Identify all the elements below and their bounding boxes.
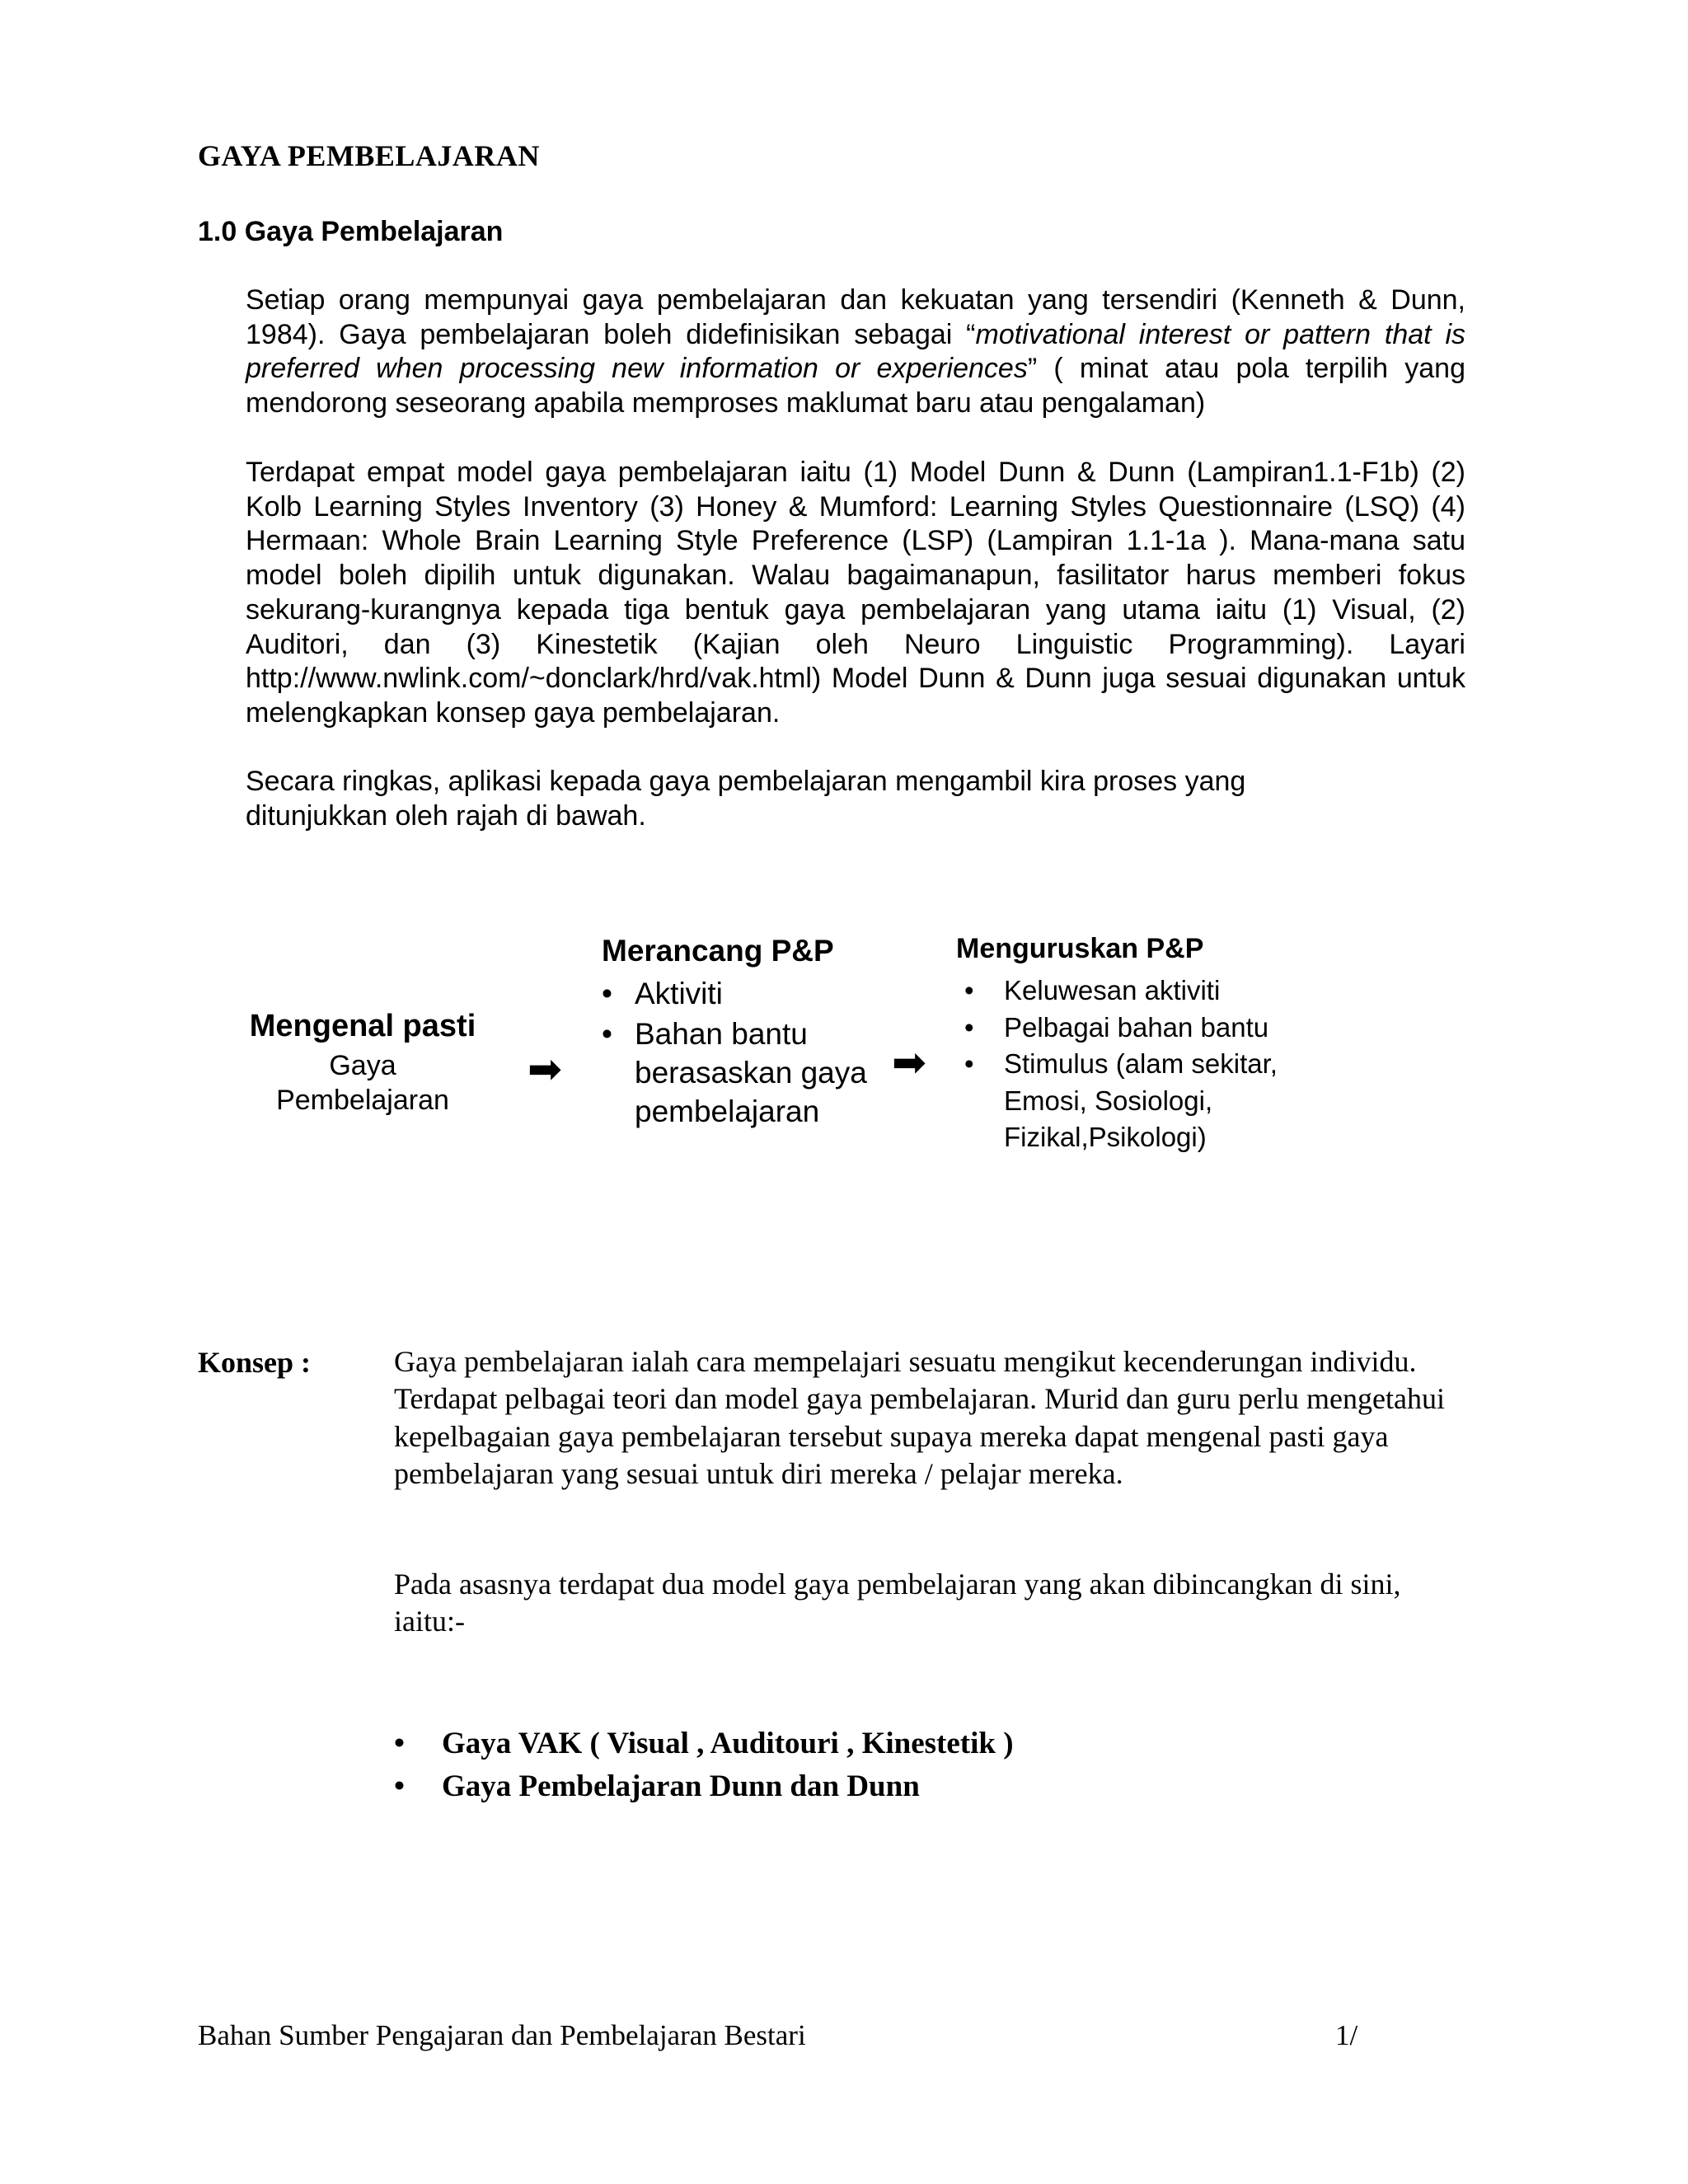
- bullet-icon: •: [394, 1727, 405, 1760]
- step-plan-list: [602, 974, 874, 1131]
- section-heading: 1.0 Gaya Pembelajaran: [198, 216, 504, 247]
- step-manage-item-text: Keluwesan aktiviti: [1004, 975, 1221, 1005]
- models-list: [394, 1722, 1014, 1808]
- list-item: [602, 1015, 874, 1131]
- diagram-step-plan: [602, 933, 874, 1132]
- list-item: [956, 1046, 1302, 1156]
- footer-page-number: 1/: [1335, 2019, 1358, 2051]
- intro-paragraph: [246, 284, 1465, 421]
- konsep-paragraph: Gaya pembelajaran ialah cara mempelajari sesuatu mengikut kecenderungan individu. Terdapat pelbagai teori dan model gaya pembelajaran. Murid dan guru perlu mengetahui kepelbagaian gaya pembelajaran tersebut supaya mereka dapat mengenal pasti gaya pembelajaran yang sesuai untuk diri mereka / pelajar mereka.: [394, 1345, 1445, 1491]
- list-item: [602, 974, 874, 1013]
- list-item: [956, 972, 1302, 1010]
- models-paragraph: Terdapat empat model gaya pembelajaran iaitu (1) Model Dunn & Dunn (Lampiran1.1-F1b) (2) Kolb Learning Styles Inventory (3) Honey & Mumford: Learning Styles Questionnaire (LSQ) (4) Hermaan: Whole Brain Learning Style Preference (LSP) (Lampiran 1.1-1a ). Mana-mana satu model boleh dipilih untuk digunakan. Walau bagaimanapun, fasilitator harus memberi fokus sekurang-kurangnya kepada tiga bentuk gaya pembelajaran yang utama iaitu (1) Visual, (2) Auditori, dan (3) Kinestetik (Kajian oleh Neuro Linguistic Programming). Layari http://www.nwlink.com/~donclark/hrd/vak.html) Model Dunn & Dunn juga sesuai digunakan untuk melengkapkan konsep gaya pembelajaran.: [246, 457, 1465, 729]
- footer-source: Bahan Sumber Pengajaran dan Pembelajaran Bestari: [198, 2019, 806, 2051]
- diagram-step-identify: [223, 1007, 503, 1118]
- list-item: [394, 1765, 1014, 1808]
- konsep-label: Konsep :: [198, 1346, 312, 1379]
- arrow-right-icon: ➡: [892, 1039, 926, 1085]
- step-manage-item-text: Pelbagai bahan bantu: [1004, 1011, 1269, 1043]
- list-item: [956, 1010, 1302, 1047]
- step-plan-item-text: Bahan bantu berasaskan gaya pembelajaran: [635, 1017, 867, 1128]
- arrow-right-icon: ➡: [528, 1046, 562, 1092]
- bullet-icon: •: [964, 1011, 974, 1043]
- bullet-icon: •: [964, 1048, 974, 1079]
- step-manage-list: [956, 972, 1302, 1156]
- step-plan-item-text: Aktiviti: [635, 977, 723, 1010]
- step-identify-heading: Mengenal pasti: [249, 1009, 476, 1043]
- diagram-step-manage: [956, 931, 1302, 1156]
- bullet-icon: •: [964, 975, 974, 1005]
- summary-paragraph: [246, 765, 1465, 833]
- model-name: Gaya Pembelajaran Dunn dan Dunn: [442, 1769, 920, 1803]
- summary-line-1: Secara ringkas, aplikasi kepada gaya pembelajaran mengambil kira proses yang: [246, 766, 1246, 797]
- step-identify-sub-2: Pembelajaran: [276, 1085, 449, 1116]
- bullet-icon: •: [602, 977, 612, 1010]
- bullet-icon: •: [602, 1017, 612, 1051]
- step-plan-heading: Merancang P&P: [602, 934, 834, 968]
- intro-text-end: ” ( minat atau pola terpilih yang mendorong seseorang apabila memproses maklumat baru atau pengalaman): [246, 353, 1465, 419]
- list-item: [394, 1722, 1014, 1765]
- summary-line-2: ditunjukkan oleh rajah di bawah.: [246, 799, 646, 832]
- step-identify-subtitle: [223, 1048, 503, 1118]
- document-title: GAYA PEMBELAJARAN: [198, 139, 540, 172]
- step-manage-heading: Menguruskan P&P: [956, 933, 1204, 964]
- intro-text-start: Setiap orang mempunyai gaya pembelajaran dan kekuatan yang tersendiri (Kenneth & Dunn, 1984). Gaya pembelajaran boleh didefinisikan sebagai “: [246, 284, 1465, 350]
- step-manage-item-text: Stimulus (alam sekitar, Emosi, Sosiologi, Fizikal,Psikologi): [1004, 1048, 1278, 1152]
- intro-italic-definition: motivational interest or pattern that is preferred when processing new information or experiences: [246, 318, 1465, 385]
- model-name: Gaya VAK ( Visual , Auditouri , Kinestetik ): [442, 1727, 1014, 1760]
- bullet-icon: •: [394, 1769, 405, 1803]
- step-identify-sub-1: Gaya: [329, 1050, 396, 1081]
- konsep-models-intro: Pada asasnya terdapat dua model gaya pembelajaran yang akan dibincangkan di sini, iaitu:-: [394, 1568, 1401, 1638]
